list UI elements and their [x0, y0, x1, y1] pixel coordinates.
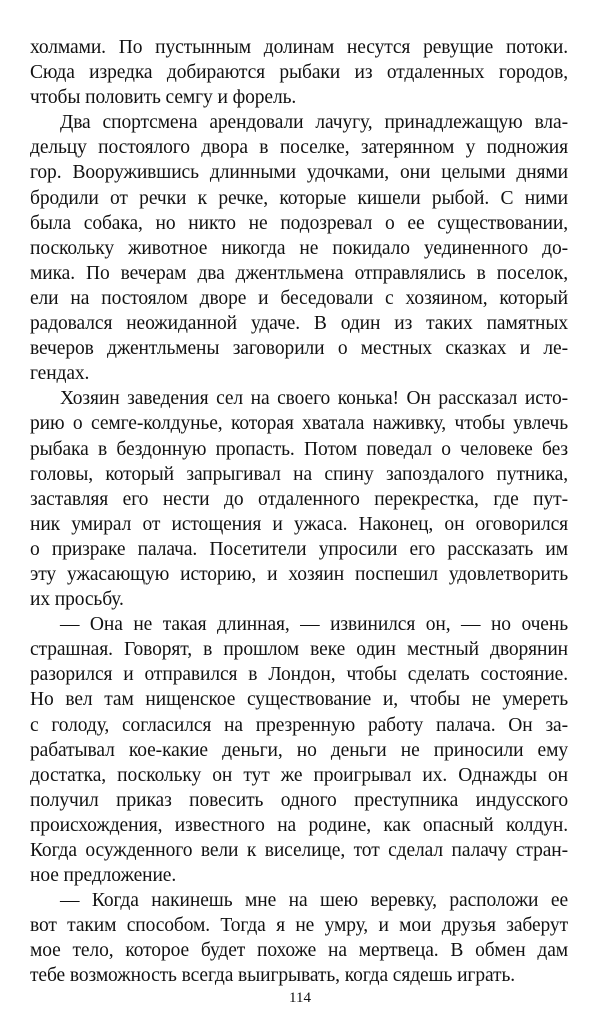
text-line: Хозяин заведения сел на своего конька! Он рассказал исто- [60, 388, 568, 410]
text-line: чтобы половить семгу и форель. [30, 87, 297, 109]
text-line: ели на постоялом дворе и беседовали с хозяином, который [30, 287, 568, 309]
text-line: достатка, поскольку он тут же проигрывал их. Однажды он [30, 764, 568, 786]
text-line: Но вел там нищенское существование и, чтобы не умереть [30, 689, 568, 711]
text-line: эту ужасающую историю, и хозяин поспешил удовлетворить [30, 563, 568, 585]
paragraph [30, 110, 568, 386]
text-line: получил приказ повесить одного преступника индусского [30, 789, 568, 811]
text-line: тебе возможность всегда выигрывать, когда сядешь играть. [30, 965, 516, 987]
text-line: страшная. Говорят, в прошлом веке один местный дворянин [30, 639, 568, 661]
text-line: гендах. [30, 363, 90, 385]
paragraph [30, 386, 568, 612]
text-line: радовался неожиданной удаче. В один из таких памятных [30, 313, 568, 335]
text-line: мика. По вечерам два джентльмена отправлялись в поселок, [30, 262, 568, 284]
text-line: рыбака в бездонную пропасть. Потом поведал о человеке без [30, 438, 568, 460]
text-line: заставляя его нести до отдаленного перекрестка, где пут- [30, 488, 568, 510]
text-line: — Она не такая длинная, — извинился он, — но очень [60, 614, 568, 636]
text-line: поскольку животное никогда не покидало уединенного до- [30, 237, 568, 259]
paragraph [30, 612, 568, 888]
text-line: вот таким способом. Тогда я не умру, и мои друзья заберут [30, 915, 568, 937]
text-line: дельцу постоялого двора в поселке, затерянном у подножия [30, 137, 568, 159]
text-line: мое тело, которое будет похоже на мертвеца. В обмен дам [30, 940, 568, 962]
text-line: ное предложение. [30, 865, 177, 887]
text-line: — Когда накинешь мне на шею веревку, расположи ее [60, 890, 568, 912]
text-line: Два спортсмена арендовали лачугу, принадлежащую вла- [60, 112, 568, 134]
text-line: ник умирал от истощения и ужаса. Наконец, он оговорился [30, 513, 568, 535]
paragraph [30, 888, 568, 988]
text-line: их просьбу. [30, 589, 124, 611]
text-line: головы, который запрыгивал на спину запоздалого путника, [30, 463, 568, 485]
text-line: о призраке палача. Посетители упросили его рассказать им [30, 538, 568, 560]
page-body-text [30, 35, 568, 989]
text-line: рабатывал кое-какие деньги, но деньги не приносили ему [30, 739, 568, 761]
text-line: рию о семге-колдунье, которая хватала наживку, чтобы увлечь [30, 413, 568, 435]
text-line: происхождения, известного на родине, как опасный колдун. [30, 814, 568, 836]
text-line: бродили от речки к речке, которые кишели рыбой. С ними [30, 187, 568, 209]
paragraph [30, 35, 568, 110]
text-line: Сюда изредка добираются рыбаки из отдаленных городов, [30, 62, 568, 84]
text-line: вечеров джентльмены заговорили о местных сказках и ле- [30, 338, 568, 360]
text-line: холмами. По пустынным долинам несутся ревущие потоки. [30, 37, 568, 58]
text-line: была собака, но никто не подозревал о ее существовании, [30, 212, 568, 234]
text-line: с голоду, согласился на презренную работу палача. Он за- [30, 714, 568, 736]
page-number: 114 [289, 990, 311, 1006]
text-line: разорился и отправился в Лондон, чтобы сделать состояние. [30, 664, 568, 686]
text-line: гор. Вооружившись длинными удочками, они целыми днями [30, 162, 568, 184]
text-line: Когда осужденного вели к виселице, тот сделал палачу стран- [30, 840, 568, 861]
